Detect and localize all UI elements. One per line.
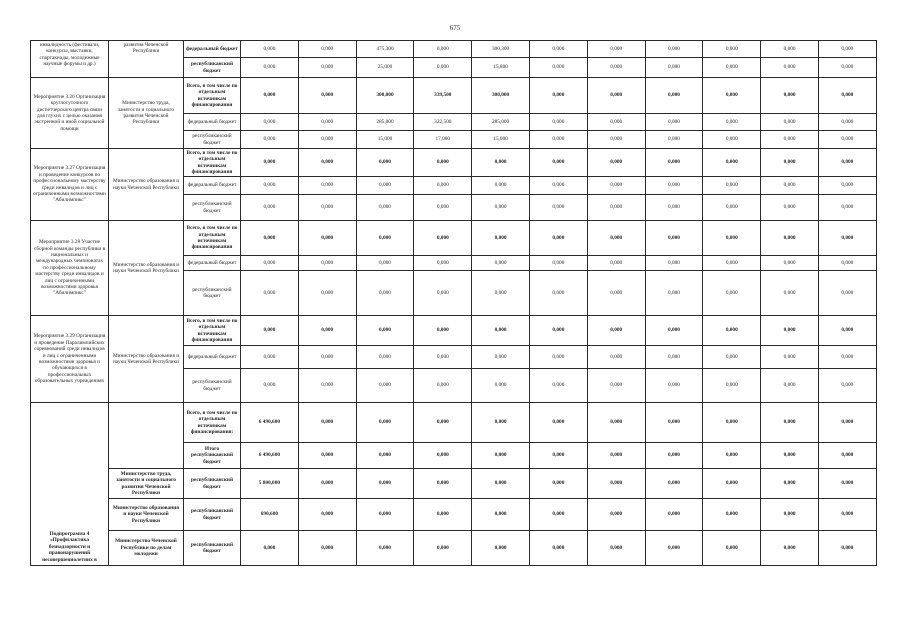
- table-row: [31, 531, 877, 566]
- value-cell: 0,000: [587, 114, 645, 131]
- value-cell: 0,000: [645, 149, 703, 177]
- value-cell: 0,000: [298, 403, 356, 443]
- value-cell: 0,000: [414, 403, 472, 443]
- value-cell: 0,000: [818, 195, 876, 221]
- value-cell: 0,000: [529, 131, 587, 149]
- value-cell: 0,000: [414, 271, 472, 316]
- funding-source-cell: федеральный бюджет: [184, 256, 241, 271]
- value-cell: 300,000: [472, 78, 530, 114]
- value-cell: 0,000: [529, 499, 587, 531]
- funding-source-cell: Всего, в том числе по отдельным источникам финансирования: [184, 149, 241, 177]
- value-cell: 0,000: [587, 195, 645, 221]
- value-cell: 0,000: [241, 58, 299, 78]
- value-cell: 0,000: [645, 469, 703, 499]
- value-cell: 15,000: [356, 131, 414, 149]
- value-cell: 0,000: [414, 346, 472, 369]
- value-cell: 0,000: [645, 221, 703, 256]
- value-cell: 0,000: [414, 443, 472, 469]
- value-cell: 0,000: [529, 114, 587, 131]
- value-cell: 0,000: [703, 114, 761, 131]
- value-cell: 0,000: [587, 58, 645, 78]
- value-cell: 0,000: [241, 41, 299, 58]
- value-cell: 0,000: [645, 316, 703, 346]
- value-cell: 0,000: [472, 256, 530, 271]
- value-cell: 0,000: [761, 469, 819, 499]
- funding-source-cell: федеральный бюджет: [184, 346, 241, 369]
- value-cell: 0,000: [587, 369, 645, 403]
- value-cell: 0,000: [298, 469, 356, 499]
- value-cell: 0,000: [818, 78, 876, 114]
- value-cell: 0,000: [587, 221, 645, 256]
- value-cell: 0,000: [529, 41, 587, 58]
- value-cell: 0,000: [818, 177, 876, 195]
- value-cell: 0,000: [298, 149, 356, 177]
- funding-source-cell: республиканский бюджет: [184, 369, 241, 403]
- value-cell: 0,000: [761, 221, 819, 256]
- value-cell: 285,000: [472, 114, 530, 131]
- funding-source-cell: федеральный бюджет: [184, 41, 241, 58]
- funding-source-cell: республиканский бюджет: [184, 499, 241, 531]
- value-cell: 300,300: [472, 41, 530, 58]
- value-cell: 0,000: [298, 114, 356, 131]
- value-cell: 0,000: [761, 78, 819, 114]
- value-cell: 0,000: [703, 271, 761, 316]
- value-cell: 0,000: [645, 403, 703, 443]
- value-cell: 300,000: [356, 78, 414, 114]
- value-cell: 0,000: [818, 346, 876, 369]
- value-cell: 0,000: [414, 177, 472, 195]
- value-cell: 0,000: [587, 256, 645, 271]
- value-cell: 0,000: [818, 131, 876, 149]
- value-cell: 0,000: [703, 346, 761, 369]
- value-cell: 15,000: [472, 131, 530, 149]
- table-row: [31, 149, 877, 177]
- funding-source-cell: республиканский бюджет: [184, 195, 241, 221]
- value-cell: 0,000: [241, 114, 299, 131]
- table-row: [31, 499, 877, 531]
- executor-cell: Министерство труда, занятости и социального развития Чеченской Республики: [109, 78, 184, 149]
- value-cell: 0,000: [356, 271, 414, 316]
- funding-source-cell: Всего, в том числе по отдельным источникам финансирования: [184, 316, 241, 346]
- value-cell: 0,000: [645, 131, 703, 149]
- value-cell: 690,600: [241, 499, 299, 531]
- value-cell: 0,000: [414, 41, 472, 58]
- value-cell: 0,000: [414, 531, 472, 566]
- value-cell: 0,000: [645, 195, 703, 221]
- value-cell: 0,000: [529, 58, 587, 78]
- value-cell: 0,000: [298, 256, 356, 271]
- value-cell: 0,000: [761, 195, 819, 221]
- value-cell: 0,000: [356, 369, 414, 403]
- value-cell: 0,000: [587, 499, 645, 531]
- value-cell: 0,000: [761, 149, 819, 177]
- value-cell: 0,000: [818, 499, 876, 531]
- value-cell: 0,000: [703, 469, 761, 499]
- table-row: [31, 221, 877, 256]
- value-cell: 0,000: [529, 346, 587, 369]
- value-cell: 0,000: [298, 41, 356, 58]
- value-cell: 0,000: [298, 271, 356, 316]
- value-cell: 0,000: [587, 443, 645, 469]
- value-cell: 0,000: [529, 271, 587, 316]
- value-cell: 0,000: [761, 443, 819, 469]
- value-cell: 322,500: [414, 114, 472, 131]
- value-cell: 0,000: [587, 469, 645, 499]
- value-cell: 0,000: [529, 469, 587, 499]
- value-cell: 0,000: [472, 195, 530, 221]
- value-cell: 0,000: [761, 403, 819, 443]
- value-cell: 0,000: [241, 131, 299, 149]
- funding-source-cell: республиканский бюджет: [184, 131, 241, 149]
- value-cell: 0,000: [645, 369, 703, 403]
- value-cell: 0,000: [761, 114, 819, 131]
- value-cell: 0,000: [818, 316, 876, 346]
- value-cell: 0,000: [818, 271, 876, 316]
- executor-cell: Министерство образования и науки Чеченской Республики: [109, 316, 184, 403]
- value-cell: 0,000: [414, 316, 472, 346]
- value-cell: 0,000: [703, 41, 761, 58]
- table-body: [31, 41, 877, 566]
- value-cell: 0,000: [587, 346, 645, 369]
- value-cell: 0,000: [414, 221, 472, 256]
- value-cell: 0,000: [414, 256, 472, 271]
- value-cell: 0,000: [241, 316, 299, 346]
- value-cell: 0,000: [645, 256, 703, 271]
- value-cell: 0,000: [587, 131, 645, 149]
- value-cell: 0,000: [703, 78, 761, 114]
- value-cell: 0,000: [645, 271, 703, 316]
- value-cell: 0,000: [703, 177, 761, 195]
- value-cell: 0,000: [298, 221, 356, 256]
- value-cell: 0,000: [587, 316, 645, 346]
- activity-name-cell: Мероприятие 3.28 Участие сборной команды республики в национальных и международных чемпионатах по профессиональному мастерству среди инвалидов и лиц с ограниченными возможностями здоровья "Абилимпикс": [31, 221, 109, 316]
- value-cell: 0,000: [703, 221, 761, 256]
- value-cell: 0,000: [818, 149, 876, 177]
- value-cell: 0,000: [241, 346, 299, 369]
- value-cell: 0,000: [529, 149, 587, 177]
- value-cell: 0,000: [356, 346, 414, 369]
- value-cell: 0,000: [241, 531, 299, 566]
- value-cell: 0,000: [703, 403, 761, 443]
- value-cell: 0,000: [645, 499, 703, 531]
- value-cell: 0,000: [472, 271, 530, 316]
- value-cell: 0,000: [472, 443, 530, 469]
- executor-cell: развития Чеченской Республики: [109, 41, 184, 78]
- value-cell: 0,000: [356, 316, 414, 346]
- table-row: [31, 78, 877, 114]
- budget-table: [30, 40, 877, 566]
- value-cell: 0,000: [529, 78, 587, 114]
- funding-source-cell: федеральный бюджет: [184, 177, 241, 195]
- value-cell: 0,000: [472, 177, 530, 195]
- executor-cell: [109, 403, 184, 469]
- value-cell: 0,000: [472, 469, 530, 499]
- activity-name-cell: Мероприятие 3.29 Организация и проведение Паралимпийских соревнований среди инвалидов и лиц с ограниченными возможностями здоровья и обучающихся в профессиональных образовательных учреждениях: [31, 316, 109, 403]
- value-cell: 0,000: [761, 316, 819, 346]
- value-cell: 0,000: [298, 316, 356, 346]
- value-cell: 0,000: [703, 316, 761, 346]
- value-cell: 5 800,000: [241, 469, 299, 499]
- value-cell: 6 490,600: [241, 443, 299, 469]
- value-cell: 0,000: [356, 256, 414, 271]
- value-cell: 0,000: [587, 149, 645, 177]
- value-cell: 0,000: [472, 369, 530, 403]
- value-cell: 0,000: [414, 469, 472, 499]
- value-cell: 0,000: [761, 531, 819, 566]
- value-cell: 0,000: [414, 58, 472, 78]
- value-cell: 0,000: [761, 177, 819, 195]
- value-cell: 0,000: [472, 221, 530, 256]
- value-cell: 0,000: [529, 531, 587, 566]
- value-cell: 475,300: [356, 41, 414, 58]
- value-cell: 0,000: [356, 177, 414, 195]
- funding-source-cell: федеральный бюджет: [184, 114, 241, 131]
- value-cell: 0,000: [703, 499, 761, 531]
- executor-cell: Министерство Чеченской Республики по делам молодежи: [109, 531, 184, 566]
- value-cell: 0,000: [241, 78, 299, 114]
- value-cell: 0,000: [472, 346, 530, 369]
- value-cell: 0,000: [472, 316, 530, 346]
- executor-cell: Министерство труда, занятости и социального развития Чеченской Республики: [109, 469, 184, 499]
- executor-cell: Министерство образования и науки Чеченской Республики: [109, 149, 184, 221]
- value-cell: 0,000: [529, 177, 587, 195]
- activity-name-cell: Мероприятие 3.26 Организация круглосуточного диспетчерского центра связи для глухих с целью оказания экстренной и иной социальной помощи: [31, 78, 109, 149]
- value-cell: 0,000: [703, 531, 761, 566]
- value-cell: 0,000: [645, 41, 703, 58]
- value-cell: 0,000: [241, 195, 299, 221]
- funding-source-cell: Всего, в том числе по отдельным источникам финансирования: [184, 78, 241, 114]
- value-cell: 0,000: [761, 41, 819, 58]
- value-cell: 0,000: [818, 469, 876, 499]
- funding-source-cell: республиканский бюджет: [184, 469, 241, 499]
- value-cell: 15,800: [472, 58, 530, 78]
- value-cell: 0,000: [645, 531, 703, 566]
- value-cell: 0,000: [356, 221, 414, 256]
- value-cell: 0,000: [761, 256, 819, 271]
- value-cell: 0,000: [587, 78, 645, 114]
- value-cell: 0,000: [356, 443, 414, 469]
- value-cell: 0,000: [529, 195, 587, 221]
- value-cell: 0,000: [587, 177, 645, 195]
- value-cell: 0,000: [414, 499, 472, 531]
- value-cell: 0,000: [587, 41, 645, 58]
- value-cell: 25,000: [356, 58, 414, 78]
- funding-source-cell: Всего, в том числе по отдельным источникам финансирования: [184, 221, 241, 256]
- table-row: [31, 469, 877, 499]
- value-cell: 6 490,600: [241, 403, 299, 443]
- value-cell: 0,000: [529, 316, 587, 346]
- activity-name-cell: Мероприятие 3.27 Организация и проведение конкурсов по профессиональному мастерству среди инвалидов и лиц с ограниченными возможностями "Абилимпикс": [31, 149, 109, 221]
- value-cell: 0,000: [298, 195, 356, 221]
- funding-source-cell: Итого республиканский бюджет: [184, 443, 241, 469]
- value-cell: 0,000: [818, 114, 876, 131]
- value-cell: 0,000: [298, 369, 356, 403]
- value-cell: 339,500: [414, 78, 472, 114]
- value-cell: 0,000: [645, 78, 703, 114]
- table-row: [31, 316, 877, 346]
- value-cell: 0,000: [298, 78, 356, 114]
- value-cell: 0,000: [703, 131, 761, 149]
- value-cell: 0,000: [529, 256, 587, 271]
- value-cell: 0,000: [356, 403, 414, 443]
- value-cell: 0,000: [298, 346, 356, 369]
- value-cell: 0,000: [529, 221, 587, 256]
- value-cell: 0,000: [298, 131, 356, 149]
- value-cell: 0,000: [356, 149, 414, 177]
- executor-cell: Министерство образования и науки Чеченской Республики: [109, 499, 184, 531]
- value-cell: 0,000: [645, 58, 703, 78]
- value-cell: 0,000: [761, 271, 819, 316]
- value-cell: 0,000: [818, 531, 876, 566]
- value-cell: 0,000: [356, 469, 414, 499]
- value-cell: 0,000: [414, 195, 472, 221]
- value-cell: 0,000: [818, 369, 876, 403]
- value-cell: 0,000: [472, 149, 530, 177]
- value-cell: 0,000: [356, 499, 414, 531]
- funding-source-cell: республиканский бюджет: [184, 271, 241, 316]
- value-cell: 0,000: [298, 177, 356, 195]
- value-cell: 0,000: [703, 369, 761, 403]
- value-cell: 0,000: [587, 403, 645, 443]
- value-cell: 0,000: [645, 114, 703, 131]
- value-cell: 0,000: [241, 369, 299, 403]
- value-cell: 285,000: [356, 114, 414, 131]
- value-cell: 0,000: [587, 271, 645, 316]
- value-cell: 0,000: [761, 499, 819, 531]
- value-cell: 0,000: [818, 403, 876, 443]
- activity-name-cell: инвалидность (фестивали, конкурсы, выставки, спартакиады, молодежные научные форумы и др.): [31, 41, 109, 78]
- value-cell: 0,000: [414, 369, 472, 403]
- value-cell: 0,000: [298, 58, 356, 78]
- value-cell: 0,000: [761, 58, 819, 78]
- value-cell: 0,000: [356, 531, 414, 566]
- value-cell: 0,000: [761, 346, 819, 369]
- activity-name-cell: Подпрограмма 4 «Профилактика безнадзорности и правонарушений несовершеннолетних в: [31, 403, 109, 566]
- value-cell: 0,000: [761, 131, 819, 149]
- table-row: [31, 41, 877, 58]
- value-cell: 0,000: [818, 256, 876, 271]
- value-cell: 0,000: [414, 149, 472, 177]
- value-cell: 0,000: [703, 256, 761, 271]
- value-cell: 0,000: [472, 531, 530, 566]
- funding-source-cell: республиканский бюджет: [184, 58, 241, 78]
- value-cell: 0,000: [298, 499, 356, 531]
- value-cell: 0,000: [818, 58, 876, 78]
- value-cell: 0,000: [472, 499, 530, 531]
- funding-source-cell: республиканский бюджет: [184, 531, 241, 566]
- value-cell: 0,000: [241, 271, 299, 316]
- value-cell: 0,000: [703, 195, 761, 221]
- value-cell: 0,000: [241, 256, 299, 271]
- value-cell: 0,000: [818, 221, 876, 256]
- value-cell: 17,000: [414, 131, 472, 149]
- value-cell: 0,000: [587, 531, 645, 566]
- value-cell: 0,000: [241, 149, 299, 177]
- value-cell: 0,000: [529, 443, 587, 469]
- value-cell: 0,000: [818, 443, 876, 469]
- value-cell: 0,000: [761, 369, 819, 403]
- executor-cell: Министерство образования и науки Чеченской Республики: [109, 221, 184, 316]
- value-cell: 0,000: [241, 221, 299, 256]
- value-cell: 0,000: [298, 531, 356, 566]
- value-cell: 0,000: [298, 443, 356, 469]
- value-cell: 0,000: [645, 177, 703, 195]
- value-cell: 0,000: [645, 346, 703, 369]
- funding-source-cell: Всего, в том числе по отдельным источникам финансирования:: [184, 403, 241, 443]
- value-cell: 0,000: [645, 443, 703, 469]
- value-cell: 0,000: [703, 58, 761, 78]
- value-cell: 0,000: [472, 403, 530, 443]
- value-cell: 0,000: [529, 403, 587, 443]
- value-cell: 0,000: [818, 41, 876, 58]
- value-cell: 0,000: [703, 443, 761, 469]
- value-cell: 0,000: [703, 149, 761, 177]
- value-cell: 0,000: [356, 195, 414, 221]
- value-cell: 0,000: [529, 369, 587, 403]
- table-row: [31, 403, 877, 443]
- value-cell: 0,000: [241, 177, 299, 195]
- page-number: 675: [449, 24, 461, 32]
